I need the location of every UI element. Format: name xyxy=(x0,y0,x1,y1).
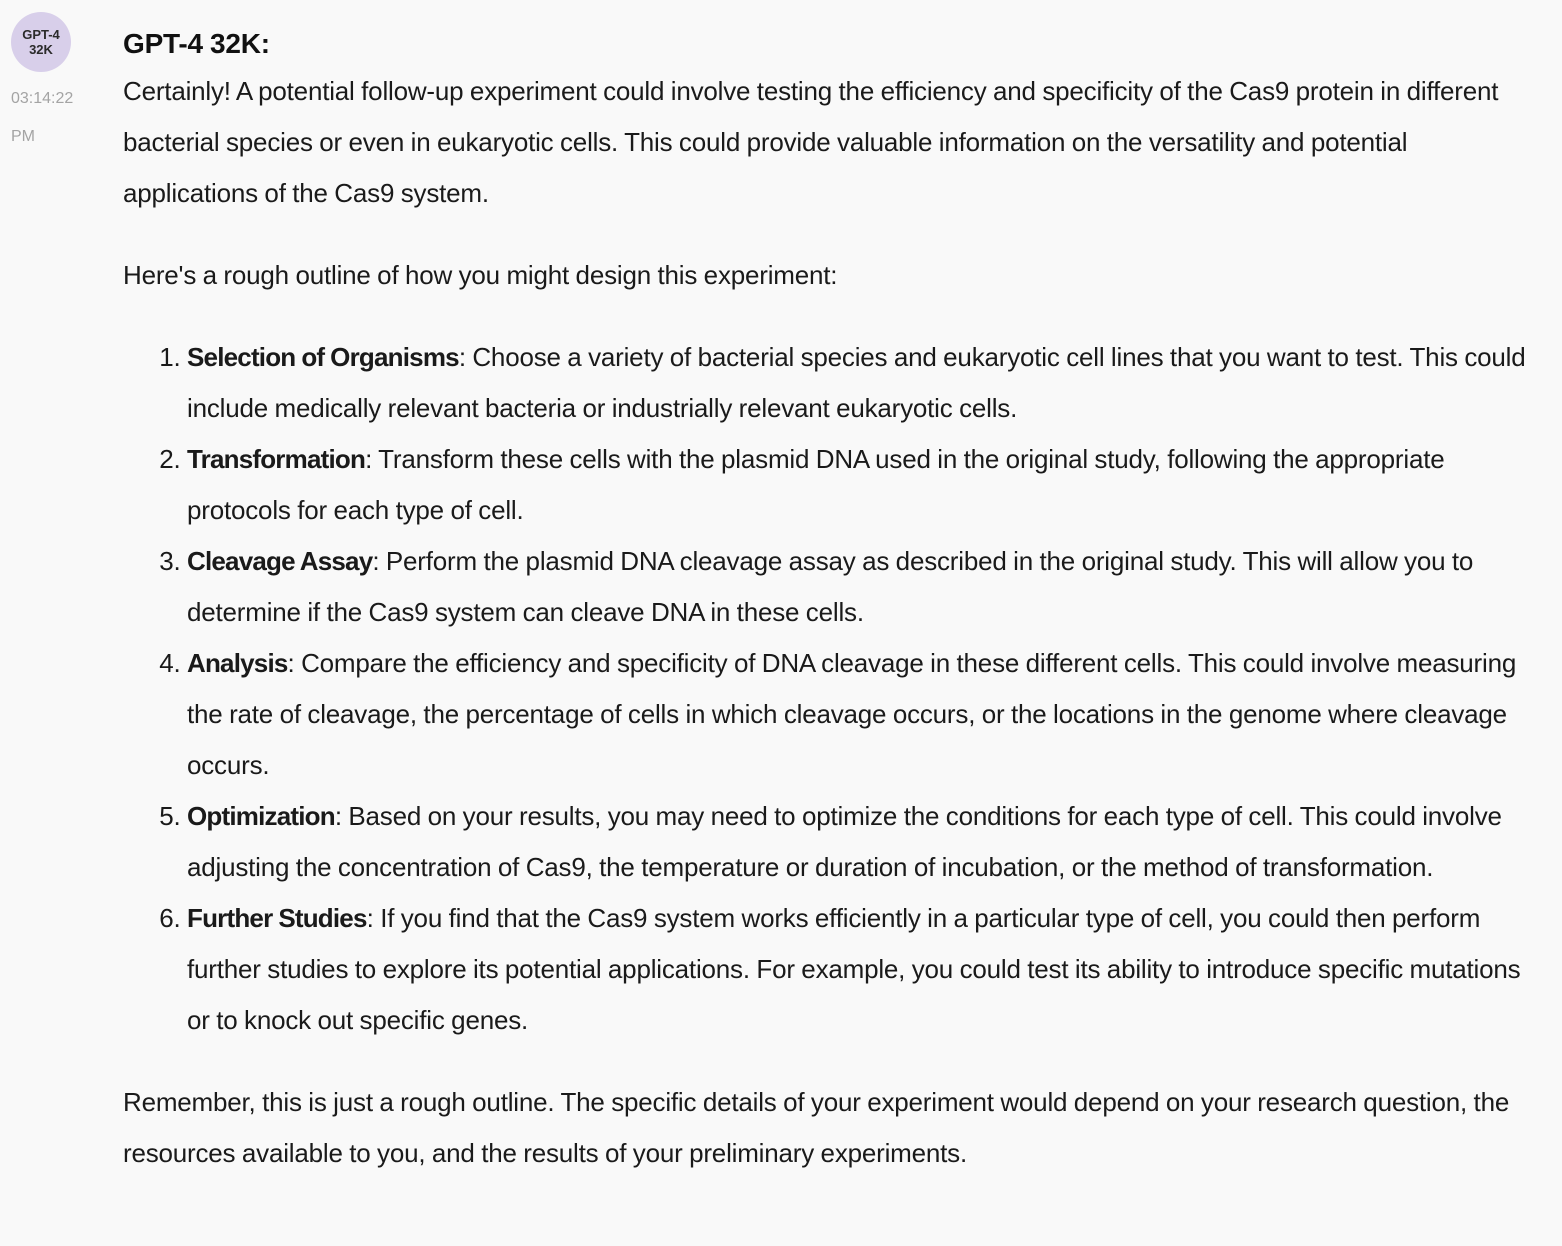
list-item xyxy=(187,434,1543,536)
outline-lead-paragraph: Here's a rough outline of how you might design this experiment: xyxy=(123,260,838,290)
step-term: Optimization xyxy=(187,801,335,831)
message-body xyxy=(123,22,1543,1179)
step-text: : Perform the plasmid DNA cleavage assay as described in the original study. This will allow you to determine if the Cas9 system can cleave DNA in these cells. xyxy=(187,546,1474,627)
step-term: Selection of Organisms xyxy=(187,342,459,372)
step-term: Analysis xyxy=(187,648,288,678)
step-text: : Based on your results, you may need to optimize the conditions for each type of cell. This could involve adjusting the concentration of Cas9, the temperature or duration of incubation, or the method of transformation. xyxy=(187,801,1502,882)
step-term: Transformation xyxy=(187,444,366,474)
step-text: : If you find that the Cas9 system works efficiently in a particular type of cell, you could then perform further studies to explore its potential applications. For example, you could test its ability to introduce specific mutations or to knock out specific genes. xyxy=(187,903,1521,1035)
intro-paragraph: Certainly! A potential follow-up experiment could involve testing the efficiency and specificity of the Cas9 protein in different bacterial species or even in eukaryotic cells. This could provide valuable information on the versatility and potential applications of the Cas9 system. xyxy=(123,76,1499,208)
list-item xyxy=(187,638,1543,791)
closing-paragraph: Remember, this is just a rough outline. The specific details of your experiment would depend on your research question, the resources available to you, and the results of your preliminary experiments. xyxy=(123,1087,1510,1168)
paragraph-spacer xyxy=(123,301,1543,332)
sender-name: GPT-4 32K: xyxy=(123,28,270,59)
avatar-label-line1: GPT-4 xyxy=(22,27,60,42)
message-timestamp: 03:14:22 PM xyxy=(11,90,74,145)
list-item xyxy=(187,536,1543,638)
bot-avatar[interactable] xyxy=(11,12,71,72)
list-item xyxy=(187,791,1543,893)
list-item xyxy=(187,332,1543,434)
step-text: : Transform these cells with the plasmid DNA used in the original study, following the appropriate protocols for each type of cell. xyxy=(187,444,1445,525)
step-text: : Compare the efficiency and specificity of DNA cleavage in these different cells. This could involve measuring the rate of cleavage, the percentage of cells in which cleavage occurs, or the locations in the genome where cleavage occurs. xyxy=(187,648,1517,780)
paragraph-spacer xyxy=(123,219,1543,250)
experiment-steps-list xyxy=(123,332,1543,1046)
step-term: Further Studies xyxy=(187,903,367,933)
step-term: Cleavage Assay xyxy=(187,546,373,576)
step-text: : Choose a variety of bacterial species and eukaryotic cell lines that you want to test. This could include medically relevant bacteria or industrially relevant eukaryotic cells. xyxy=(187,342,1526,423)
list-item xyxy=(187,893,1543,1046)
avatar-label-line2: 32K xyxy=(29,42,53,57)
paragraph-spacer xyxy=(123,1046,1543,1077)
